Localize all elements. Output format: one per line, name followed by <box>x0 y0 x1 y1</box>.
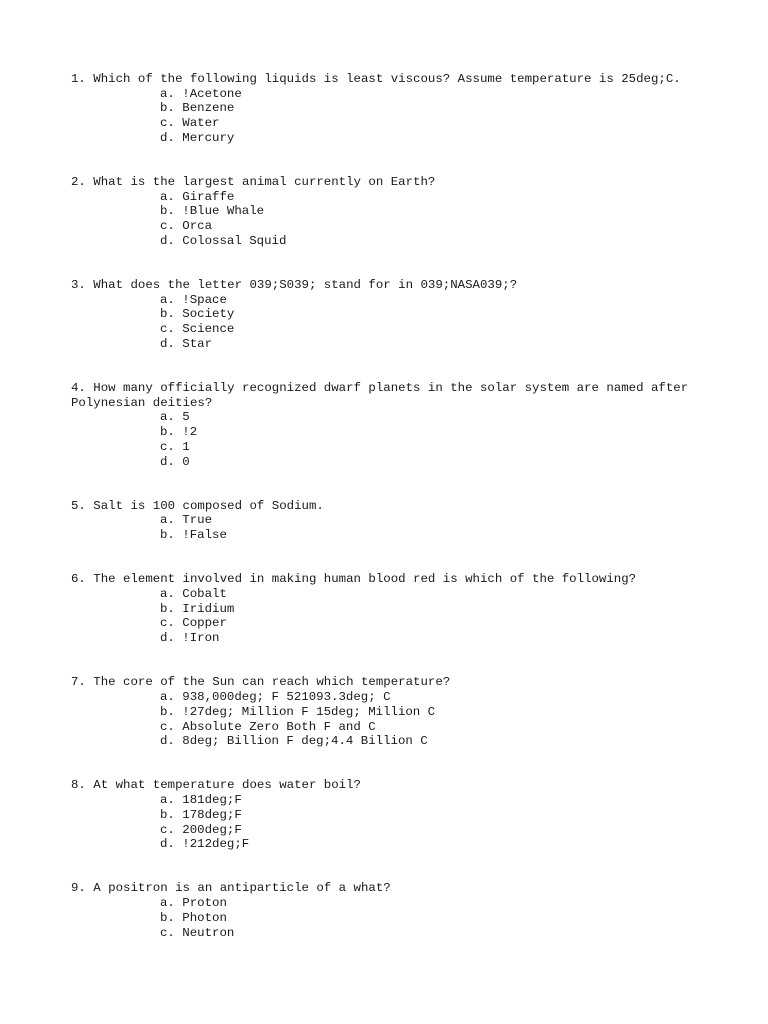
question-text: 3. What does the letter 039;S039; stand for in 039;NASA039;? <box>71 278 518 293</box>
answer-option: a. !Acetone <box>160 86 242 101</box>
answer-option: b. !False <box>160 528 227 543</box>
answer-option: a. 181deg;F <box>160 793 242 808</box>
answer-option: b. 178deg;F <box>160 807 242 822</box>
answer-option: b. Iridium <box>160 601 235 616</box>
answer-option: a. 938,000deg; F 521093.3deg; C <box>160 690 391 705</box>
question-2 <box>71 175 711 249</box>
answer-option: c. 1 <box>160 439 190 454</box>
answer-option: d. Mercury <box>160 130 235 145</box>
question-text: 8. At what temperature does water boil? <box>71 778 361 793</box>
question-text: 9. A positron is an antiparticle of a what? <box>71 881 391 896</box>
answer-option: d. Colossal Squid <box>160 233 287 248</box>
question-5 <box>71 499 711 543</box>
question-3 <box>71 278 711 352</box>
answer-option: a. 5 <box>160 410 190 425</box>
answer-option: a. Giraffe <box>160 189 235 204</box>
question-text: 2. What is the largest animal currently on Earth? <box>71 175 436 190</box>
answer-option: d. Star <box>160 336 213 351</box>
answer-option: d. !212deg;F <box>160 837 250 852</box>
question-text: 5. Salt is 100 composed of Sodium. <box>71 498 324 513</box>
answer-option: a. True <box>160 513 213 528</box>
question-1 <box>71 72 711 146</box>
question-text: 1. Which of the following liquids is least viscous? Assume temperature is 25deg;C. <box>71 72 681 86</box>
question-4 <box>71 381 711 469</box>
question-text: 6. The element involved in making human blood red is which of the following? <box>71 572 637 587</box>
question-6 <box>71 572 711 646</box>
quiz-document <box>71 72 711 970</box>
question-7 <box>71 675 711 749</box>
answer-option: a. !Space <box>160 292 227 307</box>
answer-option: c. Absolute Zero Both F and C <box>160 719 376 734</box>
answer-option: b. Benzene <box>160 101 235 116</box>
answer-option: c. Orca <box>160 219 213 234</box>
answer-option: c. Science <box>160 322 235 337</box>
question-8 <box>71 778 711 852</box>
answer-option: b. Society <box>160 307 235 322</box>
question-9 <box>71 881 711 940</box>
answer-option: d. 0 <box>160 454 190 469</box>
answer-option: a. Proton <box>160 896 227 911</box>
answer-option: b. Photon <box>160 910 227 925</box>
answer-option: d. 8deg; Billion F deg;4.4 Billion C <box>160 734 428 749</box>
question-text: 7. The core of the Sun can reach which temperature? <box>71 675 451 690</box>
answer-option: a. Cobalt <box>160 587 227 602</box>
answer-option: c. Neutron <box>160 925 235 940</box>
answer-option: c. 200deg;F <box>160 822 242 837</box>
answer-option: d. !Iron <box>160 631 220 646</box>
answer-option: b. !2 <box>160 425 198 440</box>
answer-option: b. !Blue Whale <box>160 204 265 219</box>
answer-option: c. Water <box>160 116 220 131</box>
answer-option: b. !27deg; Million F 15deg; Million C <box>160 704 436 719</box>
answer-option: c. Copper <box>160 616 227 631</box>
question-text: 4. How many officially recognized dwarf planets in the solar system are named after Polynesian deities? <box>71 381 696 410</box>
